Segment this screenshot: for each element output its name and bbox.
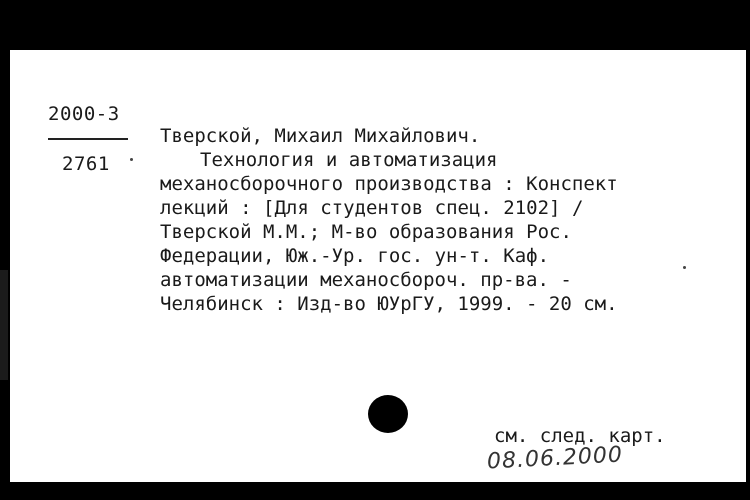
word: М.М.; (262, 221, 321, 243)
word: М-во (331, 221, 378, 243)
call-number-bottom: 2761 (62, 153, 110, 175)
word: Каф. (503, 245, 550, 267)
word: ун-т. (434, 245, 492, 267)
word: спец. (434, 197, 492, 219)
word: 2102] (503, 197, 561, 219)
word: лекций (160, 197, 229, 219)
word: гос. (377, 245, 424, 267)
bibliographic-entry (160, 124, 728, 316)
word: механосборочного (160, 173, 344, 195)
word: и (325, 149, 338, 171)
word: : (503, 173, 515, 195)
title-line-1 (160, 148, 728, 172)
scan-border-top (0, 0, 750, 50)
see-next-card-note: см. след. карт. (494, 425, 666, 447)
word: Рос. (526, 221, 572, 243)
scan-edge-mark (0, 270, 8, 380)
punch-hole (368, 395, 408, 433)
entry-line-7: Челябинск : Изд-во ЮУрГУ, 1999. - 20 см. (160, 293, 618, 315)
entry-line-6: автоматизации механосбороч. пр-ва. - (160, 269, 572, 291)
word: Конспект (526, 173, 618, 195)
word: : (240, 197, 252, 219)
author-heading: Тверской, Михаил Михайлович. (160, 125, 481, 147)
word: производства (354, 173, 492, 195)
word: Юж.-Ур. (285, 245, 366, 267)
word: образования (388, 221, 515, 243)
handwritten-date: 08.06.2000 (486, 442, 624, 475)
call-number-top: 2000-3 (48, 103, 120, 125)
word: Тверской (160, 221, 252, 243)
word: Федерации, (160, 245, 275, 267)
speck-mark (683, 266, 686, 269)
entry-line-2 (160, 172, 728, 196)
entry-line-4 (160, 220, 728, 244)
entry-line-5 (160, 244, 728, 268)
call-number-divider (48, 138, 128, 140)
word: автоматизация (348, 149, 498, 171)
word: / (571, 197, 584, 219)
word: студентов (320, 197, 424, 219)
word: Технология (200, 149, 315, 171)
word: [Для (263, 197, 309, 219)
entry-line-3 (160, 196, 728, 220)
speck-mark (130, 158, 133, 161)
